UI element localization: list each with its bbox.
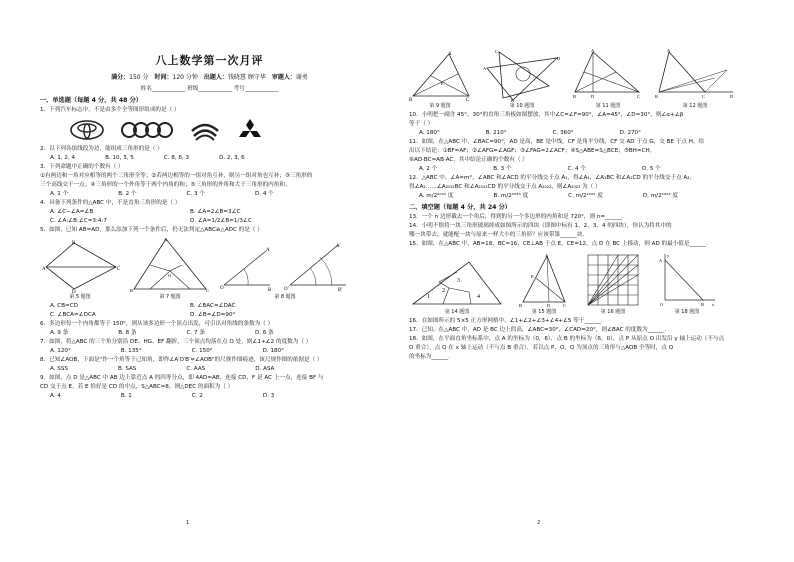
- question-5-options: A. CB=CD B. ∠BAC=∠DAC C. ∠BCA=∠DCA D. ∠B=∠D=90°: [50, 303, 236, 318]
- svg-text:C: C: [702, 94, 706, 99]
- svg-text:B: B: [701, 302, 705, 307]
- student-info-line: 姓名____________ 班级____________ 考号____________: [140, 86, 279, 92]
- question-10-options: A. 180° B. 210° C. 360° D. 270°: [419, 130, 641, 136]
- svg-text:C: C: [466, 98, 470, 103]
- svg-text:D: D: [72, 290, 76, 295]
- figure-18: A B O x y 第 18 题图: [659, 253, 715, 315]
- option-b-audi-rings-icon: [120, 121, 174, 139]
- figure-12: A B C D 第 12 题图: [655, 48, 734, 109]
- page-number-left: 1: [186, 520, 190, 526]
- svg-text:A: A: [483, 66, 487, 71]
- section-2-heading: 二、填空题（每题 4 分，共 24 分）: [409, 204, 511, 211]
- svg-text:B: B: [409, 98, 413, 103]
- question-12-line-1: 12．△ABC 中，∠A=m°，∠ABC 和∠ACD 的平分线交于点 A₁，得∠A₁，∠A₁BC 和∠A₁CD 的平分线交于点 A₂，: [409, 175, 696, 181]
- svg-text:A: A: [42, 267, 46, 272]
- figure-16: 第 16 题图: [583, 252, 643, 315]
- svg-text:D: D: [591, 94, 595, 99]
- svg-text:B: B: [268, 288, 272, 293]
- question-8-options: A. SSS B. SAS C. AAS D. ASA: [50, 366, 275, 372]
- option-d-mitsubishi-logo-icon: [236, 118, 264, 142]
- question-9-line-1: 9．如图，点 D 是△ABC 中 AB 边上靠近点 A 的四等分点，即 4AD=AB，连接 CD，F 是 AC 上一点，连接 BF 与: [40, 375, 324, 381]
- figure-8: O B A O′ B′ A′ 第 8 题图: [220, 244, 343, 300]
- svg-text:x: x: [712, 302, 715, 307]
- svg-text:A′: A′: [336, 244, 341, 249]
- svg-text:A: A: [591, 48, 595, 53]
- question-2-options: A. 1, 2, 4 B. 10, 3, 5 C. 8, 6, 3 D. 2, 3, 6: [50, 155, 245, 161]
- svg-text:B: B: [511, 98, 515, 103]
- svg-text:A: A: [164, 237, 168, 242]
- svg-text:A: A: [667, 48, 671, 53]
- svg-text:D: D: [730, 94, 734, 99]
- svg-text:B: B: [72, 241, 76, 246]
- question-3-options: A. 1 个 B. 2 个 C. 3 个 D. 4 个: [50, 191, 274, 197]
- question-11-line-2: 出以下结论：①BF=AF；②∠AFG=∠AGF；③∠FAG=2∠ACF；④S△ABE=S△BCE；⑤BH=CH。: [409, 148, 656, 154]
- svg-text:C: C: [206, 288, 210, 293]
- svg-text:C: C: [637, 94, 641, 99]
- figure-5: A B C D 第 5 题图: [42, 241, 121, 300]
- svg-text:B: B: [655, 94, 659, 99]
- figure-15: A B C E D 第 15 题图: [519, 253, 567, 315]
- question-9-options: A. 4 B. 1 C. 2 D. 3: [50, 393, 275, 399]
- svg-text:B: B: [519, 303, 523, 308]
- figures-9-12: [409, 48, 764, 109]
- svg-text:A: A: [448, 52, 452, 57]
- exam-title: 八上数学第一次月评: [155, 54, 264, 67]
- svg-text:1: 1: [427, 294, 430, 300]
- car-logo-options: [70, 118, 379, 142]
- question-10-cont: 等于（ ）: [409, 121, 434, 127]
- option-a-toyota-logo-icon: [70, 120, 104, 140]
- question-14-line-1: 14．小明不慎将一块三角形玻璃摔成如图所示的四块（即图中标有 1、2、3、4 的四块），你认为将其中的: [409, 223, 672, 229]
- question-17: 17．已知，在△ABC 中，AD 是 BC 边上的高，∠ABC=30°，∠CAD=20°，则∠BAC 的度数为______.: [409, 327, 667, 333]
- question-3-line-2: 三个高线交于一点；④三角形的一个外角等于两个内角的和；⑤三角形的外角和大于三角形的内角和。: [40, 182, 291, 188]
- question-12-options: A. m/2²⁰²² 度 B. m/2²⁰²³ 度 C. m/2²⁰²² 度 D. m/2²⁰²³ 度: [419, 193, 678, 199]
- svg-text:O: O: [168, 273, 172, 278]
- svg-text:O′: O′: [284, 287, 289, 292]
- svg-text:O: O: [660, 302, 664, 307]
- svg-text:C: C: [117, 267, 121, 272]
- svg-text:O: O: [220, 286, 224, 291]
- svg-text:2: 2: [442, 288, 445, 294]
- question-18-line-1: 18．如图，在平面直角坐标系中，点 A 的坐标为（0，6），点 B 的坐标为（6，0），点 P 从原点 O 出发沿 y 轴上运动（不与点: [409, 336, 725, 342]
- exam-meta: 满分：150 分 时间：120 分钟 出题人：钱晓慧 顾守华 审题人：谢勇: [111, 74, 308, 81]
- question-18-line-2: O 重合），点 Q 在 x 轴上运动（不与点 B 重合），若以点 P、O、Q 为顶点的三角形与△AOB 全等时，点 Q: [409, 345, 674, 351]
- figures-5-7-8: [40, 237, 379, 300]
- figure-7: O A B C 第 7 题图: [130, 237, 210, 300]
- figure-11: A B C D 第 11 题图: [573, 48, 641, 109]
- question-14-line-2: 哪一块带去，就能配一块与原来一样大小的三角形？应该带第______块.: [409, 232, 585, 238]
- svg-text:C: C: [563, 303, 567, 308]
- question-11-line-1: 11．如图，在△ABC 中，∠BAC=90°，AD 是高，BE 是中线，CF 是角平分线，CF 交 AD 于点 G，交 BE 于点 H，给: [409, 139, 705, 145]
- question-7-options: A. 120° B. 135° C. 150° D. 180°: [50, 348, 284, 354]
- question-4-options: A. ∠C−∠A=∠B B. ∠A=2∠B=3∠C C. ∠A:∠B:∠C=3:4:7 D. ∠A=1/2∠B=1/3∠C: [50, 209, 252, 224]
- question-16: 16．在如图所示的 5×5 正方形网格中，∠1+∠2+∠3+∠4+∠5 等于______.: [409, 318, 603, 324]
- question-7: 7．如图，将△ABC 的三个角分别沿 DE、HG、EF 翻折，三个顶点均落在点 O 处，则∠1+∠2 的度数为（ ）: [40, 339, 312, 345]
- question-1: 1．下列汽车标志中，不是由多个全等图形组成的是（ ）: [40, 107, 180, 113]
- svg-text:A: A: [659, 258, 663, 263]
- page-number-right: 2: [537, 520, 541, 526]
- question-6-options: A. 9 条 B. 8 条 C. 7 条 D. 6 条: [50, 330, 274, 336]
- svg-text:A: A: [266, 248, 270, 253]
- svg-text:E: E: [531, 274, 534, 279]
- option-c-chevron-logo-icon: [190, 119, 220, 141]
- question-12-line-2: 得∠A₂……∠A₂₀₂₂BC 和∠A₂₀₂₂CD 的平分线交于点 A₂₀₂₃，则∠A₂₀₂₃ 为（ ）: [409, 184, 601, 190]
- svg-text:E: E: [441, 81, 444, 86]
- question-5: 5．如图，已知 AB=AD，那么添加下列一个条件后，仍无法判定△ABC≌△ADC 的是（ ）: [40, 227, 263, 233]
- svg-text:A: A: [545, 253, 549, 258]
- figure-14: 1 2 3 4 第 14 题图: [409, 258, 505, 315]
- svg-text:B: B: [573, 94, 577, 99]
- question-8: 8．已知∠AOB，下面是"作一个角等于已知角，即作∠A′O′B′=∠AOB"的尺规作图痕迹，该尺规作图的依据是（ ）: [40, 357, 323, 363]
- question-11-options: A. 2 个 B. 3 个 C. 4 个 D. 5 个: [419, 166, 661, 172]
- question-6: 6．多边形每一个内角都等于 150°，则从该多边形一个顶点出发，可引出对角线的条数为（ ）: [40, 321, 274, 327]
- svg-text:4: 4: [477, 294, 480, 300]
- question-3-line-1: ①有两边和一角对应相等的两个三角形全等；②若两边相等的一组对角互补，则另一组对角也互补；③三角形的: [40, 173, 313, 179]
- figure-9: A B C E 第 9 题图: [409, 52, 470, 109]
- svg-text:D: D: [557, 56, 561, 61]
- svg-text:D: D: [547, 303, 551, 308]
- question-15: 15．如图，在△ABC 中，AB=18，BC=16，CE⊥AB 于点 E，CE=12，点 D 在 BC 上移动，则 AD 的最小值是______.: [409, 241, 709, 247]
- svg-text:y: y: [667, 253, 670, 258]
- question-11-line-3: ⑥AD·BC=AB·AC，其中结论正确的个数有（ ）: [409, 157, 528, 163]
- svg-text:B: B: [130, 288, 134, 293]
- question-10: 10．小明把一副含 45°、30°的直角三角板如图摆放，其中∠C=∠F=90°，∠A=45°，∠D=30°，则∠α+∠β: [409, 112, 684, 118]
- section-1-heading: 一、单选题（每题 4 分，共 48 分）: [40, 97, 142, 104]
- question-4: 4．具备下列条件的△ABC 中，不是直角三角形的是（ ）: [40, 200, 181, 206]
- question-18-line-3: 的坐标为______.: [409, 354, 450, 360]
- question-9-line-2: CD 交于点 E，若 E 恰好是 CD 的中点，S△ABC=8，则△DEC 的面积为（ ）: [40, 384, 234, 390]
- svg-text:C: C: [495, 49, 499, 54]
- question-13: 13．一个 n 边形截去一个角后，得到的另一个多边形的内角和是 720°，则 n=______.: [409, 214, 624, 220]
- question-2: 2．以下列各组线段为边，能组成三角形的是（ ）: [40, 146, 163, 152]
- figures-14-18: [409, 252, 764, 315]
- right-page: [397, 0, 794, 562]
- figure-10: C D A B 第 10 题图: [483, 49, 561, 109]
- question-3: 3．下列命题中正确的个数有（ ）: [40, 164, 124, 170]
- svg-text:B′: B′: [338, 288, 343, 293]
- svg-text:3: 3: [457, 278, 460, 284]
